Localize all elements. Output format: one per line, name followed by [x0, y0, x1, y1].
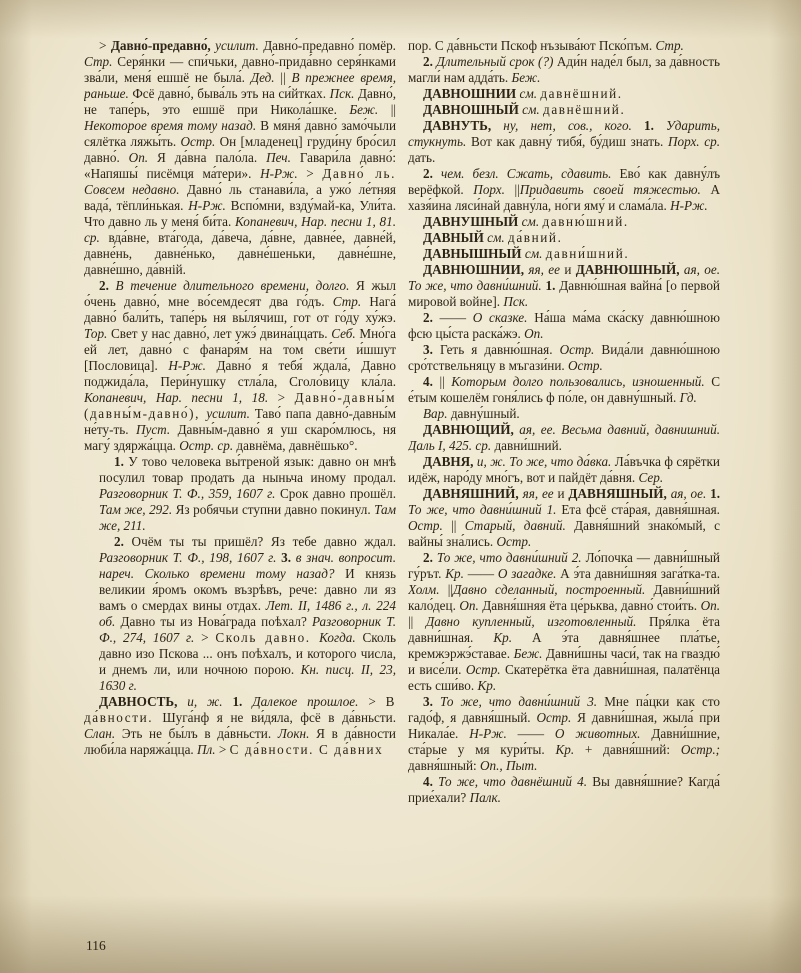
text-segment: Себ.: [331, 326, 360, 341]
text-segment: давнёма, давнёшько°.: [236, 438, 358, 453]
text-segment: Геть я давню́шная.: [439, 342, 560, 357]
text-segment: Которым долго пользовались, изношенный.: [451, 374, 712, 389]
text-segment: Там же, 292.: [99, 502, 176, 517]
text-segment: Таво́ папа давно́-давны́м не́ту-ть.: [84, 406, 396, 437]
text-segment: Остр.: [559, 342, 602, 357]
text-segment: ДАВНЮЩИЙ,: [423, 422, 520, 437]
text-segment: ДАВНЯШНЫЙ,: [568, 486, 671, 501]
dictionary-paragraph: [408, 694, 720, 774]
text-segment: То же, что давни́шний 3.: [439, 694, 605, 709]
text-segment: давнёшний.: [543, 102, 626, 117]
text-segment: Далекое прошлое.: [252, 694, 369, 709]
dictionary-paragraph: [408, 374, 720, 406]
text-segment: вда́вне, вта́года, да́веча, да́вне, давне́е, давне́й, давне́нь, давне́нько, давне́шеньки, давне́шне, давне́шно, да́вній.: [84, 230, 396, 277]
text-segment: Мне па́цки как сто гадо́ф, я давня́шный.: [408, 694, 720, 725]
text-segment: 3.: [423, 342, 440, 357]
dictionary-paragraph: [408, 486, 720, 550]
dictionary-paragraph: [84, 278, 396, 454]
text-segment: О сказке.: [472, 310, 535, 325]
text-segment: Остр.: [465, 662, 505, 677]
text-segment: ДАВНЮШНЫЙ,: [575, 262, 684, 277]
text-segment: ||: [280, 70, 292, 85]
text-segment: Яз робячьи ступни давно покинул.: [175, 502, 375, 517]
text-segment: ДАВНОСТЬ,: [99, 694, 188, 709]
text-segment: Давно́, не тапе́рь, это ешшё при Никола́шке.: [84, 86, 396, 117]
text-segment: Кр.: [445, 566, 468, 581]
text-segment: Кр.: [555, 742, 585, 757]
text-segment: ——: [467, 566, 498, 581]
text-segment: А э́та давня́шнее пла́тье, кремжэржэ́ставае.: [408, 630, 720, 661]
text-segment: Разговорник Т. Ф., 198, 1607 г.: [99, 550, 282, 565]
text-segment: Пл.: [197, 742, 219, 757]
text-segment: В течение длительного времени, долго.: [115, 278, 357, 293]
text-segment: Скатерётка ёта давни́шная, палатёнца есть сши́во.: [408, 662, 720, 693]
dictionary-paragraph: [84, 38, 396, 278]
text-segment: ДАВНЫЙ: [423, 230, 488, 245]
text-segment: Давно сделанный, построенный.: [452, 582, 654, 597]
text-segment: Давно ты из Нова́града поѣхал?: [120, 614, 312, 629]
text-segment: Оп.: [700, 598, 720, 613]
text-segment: Стр.: [84, 54, 118, 69]
text-segment: >: [218, 742, 230, 757]
text-segment: ——: [439, 310, 473, 325]
text-segment: ая, ое.: [670, 486, 711, 501]
text-segment: и, ж.: [187, 694, 233, 709]
text-segment: Когда.: [319, 630, 363, 645]
dictionary-paragraph: [408, 118, 720, 166]
text-segment: Ло́почка — давни́шный гу́рът.: [408, 550, 720, 581]
text-segment: 2.: [423, 550, 437, 565]
text-segment: Давно́ ль.: [322, 166, 396, 181]
text-segment: Давно́ ль станави́ла, а ужо́ ле́тняя вада́, тёпли́нькая.: [84, 182, 396, 213]
text-segment: Разговорник Т. Ф., 274, 1607 г.: [99, 614, 396, 645]
text-segment: Там же, 211.: [99, 502, 396, 533]
text-segment: Остр.: [568, 358, 603, 373]
text-segment: Ла́въчка ф сярётки идёж, наро́ду мно́гъ, вот и пайдёт да́вня.: [408, 454, 720, 485]
text-segment: ||: [390, 102, 396, 117]
text-segment: Давня́шний знако́мый, с вайны́ зна́лись.: [408, 518, 720, 549]
text-segment: Холм.: [408, 582, 448, 597]
text-segment: Ета фсё ста́рая, давня́шная.: [561, 502, 720, 517]
page-number: 116: [86, 938, 106, 953]
text-segment: Кр.: [477, 678, 497, 693]
text-segment: давню́шний.: [542, 214, 629, 229]
text-segment: Я в да́вности люби́ла наряжа́цца.: [84, 726, 396, 757]
text-segment: см.: [521, 214, 543, 229]
text-segment: 2.: [99, 278, 116, 293]
dictionary-paragraph: [408, 38, 720, 54]
dictionary-paragraph: [408, 454, 720, 486]
text-segment: давнёшний.: [540, 86, 623, 101]
dictionary-paragraph: [408, 342, 720, 374]
text-segment: Эть не бы́лъ в да́вньсти.: [121, 726, 278, 741]
text-segment: Копаневич, Нар. песни 1, 18.: [84, 390, 278, 405]
text-segment: Стр.: [332, 294, 370, 309]
text-segment: Придавить своей тяжестью.: [519, 182, 711, 197]
text-segment: Пск.: [503, 294, 529, 309]
text-segment: ДАВНЫШНЫЙ: [423, 246, 525, 261]
text-segment: Остр.: [180, 134, 220, 149]
text-segment: ая, ое. То же, что давни́шний.: [408, 262, 720, 293]
dictionary-paragraph: [408, 422, 720, 454]
text-segment: чем. безл. Сжать, сдавить.: [440, 166, 620, 181]
text-segment: Свет у нас давно́, лет ужэ́ двина́ццать.: [111, 326, 332, 341]
text-segment: Гавари́ла давно́: «Напяшы́ писёмця ма́тери».: [84, 150, 396, 181]
text-segment: Сколь давно.: [215, 630, 320, 645]
text-segment: Серя́нки — спи́чьки, давно́-прида́вно серя́нками зва́ли, меня́ ешшё не была́.: [84, 54, 396, 85]
text-segment: Я давни́шная, жыла́ при Никала́е.: [408, 710, 720, 741]
text-segment: Тор.: [84, 326, 111, 341]
text-segment: С да́вних: [318, 742, 384, 757]
text-segment: 2.: [114, 534, 132, 549]
text-segment: 3.: [281, 550, 296, 565]
text-segment: Сколь давно изо Пскова ... онъ поѣхалъ, и которого числа, и днемъ ли, или ночною порою.: [99, 630, 396, 677]
text-segment: Пск.: [329, 86, 358, 101]
text-segment: У тово человека вы́треной язык: давно он мнѣ посулил товар продать да ныньча иному продал.: [99, 454, 396, 485]
text-segment: Беж.: [513, 646, 546, 661]
text-segment: см.: [522, 102, 544, 117]
dictionary-paragraph: [408, 102, 720, 118]
text-segment: Давно́-давны́м (давны́м-давно́),: [84, 390, 396, 421]
text-segment: Нага́ давно́ бали́ть, тапе́рь ня вы́лячиш, гот от го́ду ху́жэ.: [84, 294, 396, 325]
text-segment: усилит.: [206, 406, 255, 421]
text-segment: >: [99, 38, 111, 53]
text-segment: см.: [487, 230, 509, 245]
text-segment: 1.: [114, 454, 129, 469]
text-segment: ||: [439, 374, 452, 389]
text-segment: 2.: [423, 310, 440, 325]
text-segment: Оп.: [524, 326, 544, 341]
text-segment: Копаневич, Нар. песни 1, 81. ср.: [84, 214, 396, 245]
text-segment: ||: [451, 518, 465, 533]
text-segment: ДАВНЯ,: [423, 454, 477, 469]
text-segment: Н-Рж.: [469, 726, 518, 741]
text-segment: Совсем недавно.: [84, 182, 187, 197]
text-segment: Печ.: [266, 150, 300, 165]
text-segment: Мно́га ей лет, давно́ с фанаря́м на том све́ти и́шшут [Пословица].: [84, 326, 396, 373]
text-segment: пор. С да́вньсти Пскоф нъзыва́ют Пско́пъм.: [408, 38, 656, 53]
text-segment: Остр. ср.: [179, 438, 237, 453]
text-segment: Давни́шние, ста́рые у мя кури́ты.: [408, 726, 720, 757]
dictionary-paragraph: [408, 310, 720, 342]
text-segment: Локн.: [277, 726, 317, 741]
dictionary-paragraph: [99, 454, 396, 534]
text-segment: 4.: [423, 774, 439, 789]
text-segment: Я жыл о́чень давно́, мне во́семдесят два го́дъ.: [84, 278, 396, 309]
text-segment: ая, ее. Весьма давний, давнишний. Даль I, 425. ср.: [408, 422, 720, 453]
text-segment: Порх. ср.: [668, 134, 720, 149]
left-column: [84, 38, 396, 938]
text-segment: Сер.: [638, 470, 664, 485]
text-segment: Давни́шны часи́, так на гваздю́ и висе́ли.: [408, 646, 720, 677]
text-segment: дать.: [408, 150, 436, 165]
text-segment: Беж.: [511, 70, 541, 85]
text-segment: ДАВНУТЬ,: [423, 118, 504, 133]
text-segment: ||: [447, 582, 453, 597]
text-segment: С е́тым кошелём гоня́лись ф по́ле, он давну́шный.: [408, 374, 720, 405]
text-segment: 3.: [423, 694, 440, 709]
text-segment: Палк.: [469, 790, 501, 805]
text-segment: Вар.: [423, 406, 451, 421]
text-segment: В да́вности.: [84, 694, 396, 725]
text-segment: в знач. вопросит. нареч. Сколько времени тому назад?: [99, 550, 396, 581]
text-segment: Очём ты ты пришёл? Яз тебе давно ждал.: [131, 534, 396, 549]
text-segment: Давню́шная вайна́ [о первой мировой войне].: [408, 278, 720, 309]
text-segment: 2.: [423, 54, 437, 69]
text-segment: Давно купленный, изготовленный.: [425, 614, 649, 629]
text-segment: Остр.;: [680, 742, 720, 757]
text-segment: Некоторое время тому назад.: [84, 118, 261, 133]
dictionary-paragraph: [408, 54, 720, 86]
text-segment: Н-Рж.: [260, 166, 307, 181]
text-segment: Старый, давний.: [464, 518, 575, 533]
text-segment: ДАВНОШНЫЙ: [423, 102, 523, 117]
text-segment: Вот как давну́ тибя́, бу́диш знать.: [470, 134, 668, 149]
dictionary-paragraph: [408, 406, 720, 422]
text-segment: Оп.: [128, 150, 158, 165]
text-segment: давну́шный.: [450, 406, 520, 421]
text-segment: И князь великии я́ромъ окомъ възрѣвъ, рече: давно ли яз вамъ о смердах вины отдах.: [99, 566, 396, 613]
text-segment: Ударить, стукнуть.: [408, 118, 720, 149]
text-segment: 1.: [545, 278, 560, 293]
text-segment: Фсё давно́, быва́ль эть на си́йтках.: [132, 86, 330, 101]
text-segment: и: [557, 486, 569, 501]
text-segment: ||: [408, 614, 426, 629]
dictionary-paragraph: [408, 214, 720, 230]
text-segment: Остр.: [536, 710, 578, 725]
text-segment: О животных.: [554, 726, 652, 741]
text-segment: Остр.: [408, 518, 452, 533]
text-segment: Кр.: [493, 630, 533, 645]
text-segment: Лет. II, 1486 г., л. 224 об.: [99, 598, 396, 629]
dictionary-paragraph: [408, 166, 720, 214]
text-segment: Порх.: [473, 182, 515, 197]
text-segment: С да́вности.: [229, 742, 319, 757]
text-segment: давни́шний.: [545, 246, 630, 261]
dictionary-paragraph: [408, 262, 720, 310]
text-segment: усилит.: [215, 38, 264, 53]
text-segment: ну, нет, сов., кого.: [503, 118, 644, 133]
text-segment: Давня́шняя ёта це́рьква, давно́ стои́ть.: [482, 598, 701, 613]
text-segment: Н-Рж.: [188, 198, 231, 213]
text-segment: Остр.: [496, 534, 532, 549]
text-segment: В прежнее время, раньше.: [84, 70, 396, 101]
text-segment: и, ж. То же, что да́вка.: [476, 454, 615, 469]
text-segment: 1.: [232, 694, 253, 709]
dictionary-paragraph: [408, 246, 720, 262]
dictionary-paragraph: [408, 774, 720, 806]
text-segment: Слан.: [84, 726, 122, 741]
dictionary-paragraph: [408, 230, 720, 246]
text-segment: То же, что давни́шний 2.: [436, 550, 586, 565]
text-segment: Пря́лка ёта давни́шная.: [408, 614, 720, 645]
text-segment: и: [564, 262, 576, 277]
dictionary-paragraph: [99, 534, 396, 694]
text-segment: Беж.: [349, 102, 391, 117]
text-segment: Н-Рж.: [168, 358, 217, 373]
text-segment: Дед.: [250, 70, 281, 85]
text-segment: Давно́-предавно́ помёр.: [263, 38, 396, 53]
text-segment: Вы давня́шние? Кагда́ прие́хали?: [408, 774, 720, 805]
text-segment: да́вний.: [508, 230, 563, 245]
text-segment: Он [младенец] груди́ну бро́сил давно́.: [84, 134, 396, 165]
text-segment: ДАВНЮШНИИ,: [423, 262, 529, 277]
text-segment: Стр.: [655, 38, 684, 53]
text-segment: 4.: [423, 374, 440, 389]
text-segment: яя, ее: [528, 262, 565, 277]
text-segment: Давно́-предавно́,: [110, 38, 216, 53]
text-segment: 2.: [423, 166, 441, 181]
text-segment: Вида́ли давню́шною сро́тствельняцу в мъгази́ни.: [408, 342, 720, 373]
text-segment: ——: [517, 726, 555, 741]
text-segment: Пуст.: [135, 422, 178, 437]
dictionary-paragraph: [408, 550, 720, 694]
text-segment: ДАВНУШНЫЙ: [423, 214, 522, 229]
text-segment: >: [201, 630, 216, 645]
dictionary-paragraph: [408, 86, 720, 102]
text-segment: Шуга́нф я не ви́дяла, фсё в да́вньсти.: [162, 710, 396, 725]
text-segment: А хазя́ина ляси́най давну́ла, но́ги яму́ и слама́ла.: [408, 182, 720, 213]
dictionary-paragraph: [84, 694, 396, 758]
text-segment: ||: [514, 182, 520, 197]
text-segment: ДАВНОШНИИ: [423, 86, 520, 101]
text-segment: Оп.: [459, 598, 483, 613]
text-segment: >: [368, 694, 386, 709]
text-segment: >: [306, 166, 323, 181]
text-segment: давни́шний.: [494, 438, 562, 453]
text-segment: 1.: [643, 118, 667, 133]
text-segment: давня́шный:: [408, 758, 481, 773]
text-segment: >: [277, 390, 295, 405]
text-segment: Разговорник Т. Ф., 359, 1607 г.: [99, 486, 280, 501]
text-segment: Вспо́мни, взду́май-ка, Ули́та. Что давно ль у меня́ би́та.: [84, 198, 396, 229]
text-segment: Н-Рж.: [670, 198, 708, 213]
text-segment: А э́та давни́шняя зага́тка-та.: [560, 566, 720, 581]
text-segment: 1.: [710, 486, 720, 501]
text-segment: Давны́м-давно́ я уш скаро́млюсь, ня магу́ здяржа́цца.: [84, 422, 396, 453]
text-segment: То же, что давнёшний 4.: [438, 774, 593, 789]
text-segment: Я да́вна пало́ла.: [157, 150, 267, 165]
text-segment: Кн. писц. II, 23, 1630 г.: [99, 662, 396, 693]
text-segment: Срок давно прошёл.: [279, 486, 396, 501]
text-segment: Гд.: [679, 390, 697, 405]
text-segment: О загадке.: [497, 566, 561, 581]
text-segment: Ево́ как давну́лъ верёфкой.: [408, 166, 720, 197]
right-column: [408, 38, 720, 938]
text-segment: Длительный срок (?): [436, 54, 557, 69]
text-segment: см.: [524, 246, 546, 261]
text-segment: + давня́шний:: [584, 742, 681, 757]
text-segment: ДАВНЯШНИЙ,: [423, 486, 523, 501]
text-segment: Оп., Пыт.: [480, 758, 538, 773]
text-segment: Ади́н наде́л был, за да́вность магли́ нам адда́ть.: [408, 54, 720, 85]
text-segment: см.: [519, 86, 541, 101]
text-segment: В мяня́ давно́ замо́чыли сялётка ляжы́ть.: [84, 118, 396, 149]
text-segment: На́ша ма́ма ска́ску давню́шною фсю цы́ста раска́жэ.: [408, 310, 720, 341]
text-segment: То же, что давни́шний 1.: [408, 502, 562, 517]
text-segment: Давно́ я тебя́ ждала́, Давно поджида́ла, Пери́нушку стла́ла, Сголо́вицу кла́ла.: [84, 358, 396, 389]
text-segment: Давни́шний кало́дец.: [408, 582, 720, 613]
text-segment: яя, ее: [522, 486, 558, 501]
